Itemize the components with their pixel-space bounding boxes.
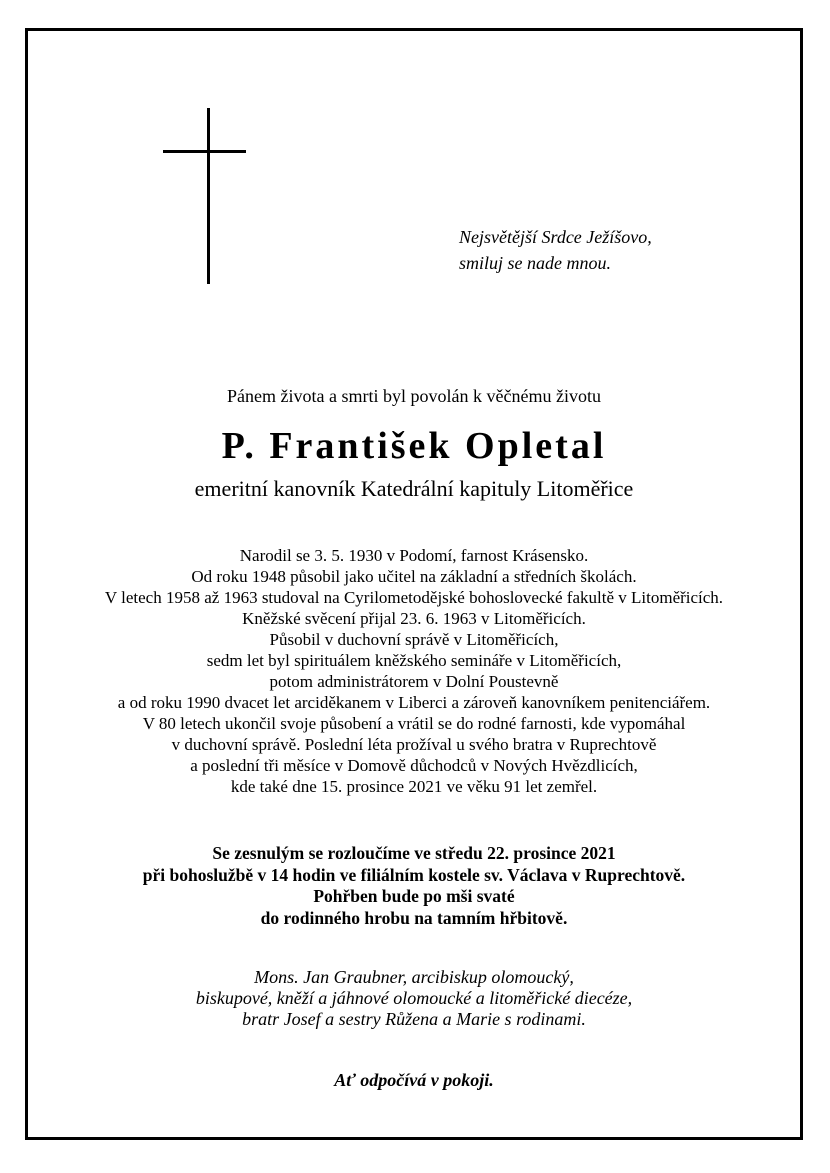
devotional-line: smiluj se nade mnou.: [459, 253, 611, 273]
intro-line: Pánem života a smrti byl povolán k věčnému životu: [227, 386, 601, 406]
biography-line: a od roku 1990 dvacet let arciděkanem v Liberci a zároveň kanovníkem penitenciářem.: [117, 693, 711, 712]
closing-line: Ať odpočívá v pokoji.: [334, 1070, 494, 1090]
mourners-section: [25, 967, 803, 1030]
biography-section: [25, 545, 803, 797]
biography-line: v duchovní správě. Poslední léta prožíval u svého bratra v Ruprechtově: [171, 735, 657, 754]
biography-line: V letech 1958 až 1963 studoval na Cyrilometodějské bohoslovecké fakultě v Litoměřicích.: [104, 588, 724, 607]
biography-line: a poslední tři měsíce v Domově důchodců v Nových Hvězdlicích,: [190, 756, 638, 775]
deceased-name: P. František Opletal: [221, 425, 607, 467]
devotional-quote: [459, 224, 652, 276]
funeral-line: do rodinného hrobu na tamním hřbitově.: [260, 907, 568, 928]
biography-line: Od roku 1948 působil jako učitel na základní a středních školách.: [191, 567, 637, 586]
funeral-line: při bohoslužbě v 14 hodin ve filiálním kostele sv. Václava v Ruprechtově.: [142, 864, 686, 885]
biography-line: sedm let byl spirituálem kněžského semináře v Litoměřicích,: [206, 651, 622, 670]
mourners-line: Mons. Jan Graubner, arcibiskup olomoucký,: [254, 967, 574, 987]
cross-vertical-bar: [207, 108, 210, 284]
devotional-line: Nejsvětější Srdce Ježíšovo,: [459, 227, 652, 247]
biography-line: Kněžské svěcení přijal 23. 6. 1963 v Litoměřicích.: [242, 609, 586, 628]
mourners-line: biskupové, kněží a jáhnové olomoucké a litoměřické diecéze,: [195, 988, 633, 1008]
biography-line: Narodil se 3. 5. 1930 v Podomí, farnost Krásensko.: [239, 546, 589, 565]
funeral-line: Pohřben bude po mši svaté: [313, 886, 515, 906]
cross-horizontal-bar: [163, 150, 246, 153]
biography-line: potom administrátorem v Dolní Poustevně: [269, 672, 559, 691]
funeral-line: Se zesnulým se rozloučíme ve středu 22. prosince 2021: [212, 843, 616, 863]
mourners-line: bratr Josef a sestry Růžena a Marie s rodinami.: [242, 1009, 586, 1029]
deceased-title: emeritní kanovník Katedrální kapituly Litoměřice: [194, 476, 634, 501]
biography-line: kde také dne 15. prosince 2021 ve věku 91 let zemřel.: [230, 777, 598, 796]
biography-line: V 80 letech ukončil svoje působení a vrátil se do rodné farnosti, kde vypomáhal: [142, 714, 686, 733]
funeral-announcement: [25, 843, 803, 929]
biography-line: Působil v duchovní správě v Litoměřicích,: [269, 630, 559, 649]
